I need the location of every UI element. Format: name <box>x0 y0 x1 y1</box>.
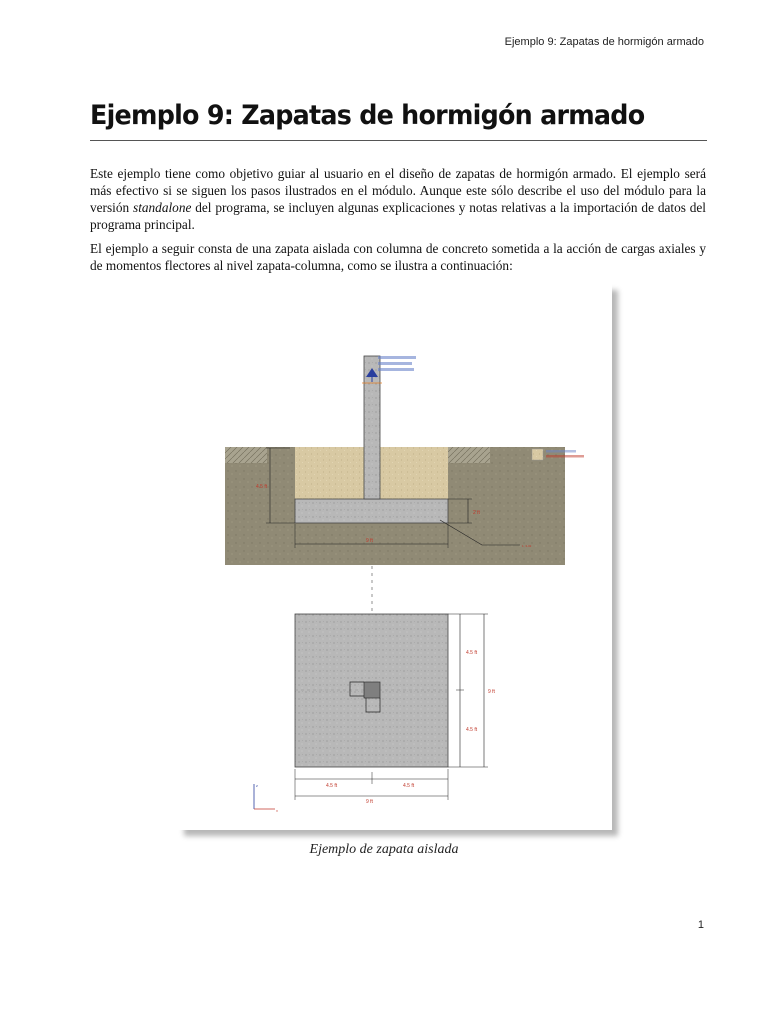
elevation-view <box>225 356 584 565</box>
running-header: Ejemplo 9: Zapatas de hormigón armado <box>504 36 704 48</box>
load-note-line-2 <box>378 362 412 365</box>
axis-x-label: X <box>276 809 279 813</box>
depth-label: 4.5 ft <box>256 484 268 490</box>
column-plan <box>364 682 380 698</box>
plan-top-half-label: 4.5 ft <box>466 650 478 656</box>
load-note-line-1 <box>378 356 416 359</box>
intro-text-end: del programa, se incluyen algunas explicaciones y notas relativas a la importación de datos del programa principal. <box>90 200 707 232</box>
footing-drawing <box>178 284 612 830</box>
legend-text-line-1 <box>546 450 576 453</box>
page-number: 1 <box>697 919 704 931</box>
thickness-label: 2 ft <box>473 510 480 516</box>
axis-triad-icon <box>254 784 278 813</box>
footing-figure <box>178 284 612 830</box>
plan-view <box>295 614 496 805</box>
page-title: Ejemplo 9: Zapatas de hormigón armado <box>90 100 645 131</box>
legend-text-line-2 <box>546 455 584 458</box>
title-divider <box>90 140 707 141</box>
example-paragraph: El ejemplo a seguir consta de una zapata aislada con columna de concreto sometida a la acción de cargas axiales y de momentos flectores al nivel zapata-columna, como se ilustra a continuación: <box>90 241 706 273</box>
width-label: 9 ft <box>366 538 373 544</box>
ground-hatch-left <box>225 447 267 463</box>
plan-total-label: 9 ft <box>488 689 495 695</box>
pointer-label: 1, 3-02 <box>522 544 532 548</box>
load-note-line-3 <box>378 368 414 371</box>
footing-section <box>295 499 448 523</box>
plan-left-half-label: 4.5 ft <box>326 783 338 789</box>
plan-bottom-half-label: 4.5 ft <box>466 727 478 733</box>
intro-paragraph <box>90 165 706 233</box>
plan-width-label: 9 ft <box>366 799 373 805</box>
intro-text-start: Este ejemplo tiene como objetivo guiar al usuario en el diseño de zapatas de hormigón armado. El ejemplo será más efectivo si se siguen los pasos ilustrados en el módulo. Aunque este sólo describe el uso del módulo para la versión <box>90 166 706 215</box>
axis-z-label: Z <box>256 784 258 788</box>
legend-swatch <box>532 449 543 460</box>
intro-emphasis: standalone <box>133 200 192 215</box>
plan-right-half-label: 4.5 ft <box>403 783 415 789</box>
ground-hatch-right <box>448 447 490 463</box>
figure-caption: Ejemplo de zapata aislada <box>309 842 459 857</box>
